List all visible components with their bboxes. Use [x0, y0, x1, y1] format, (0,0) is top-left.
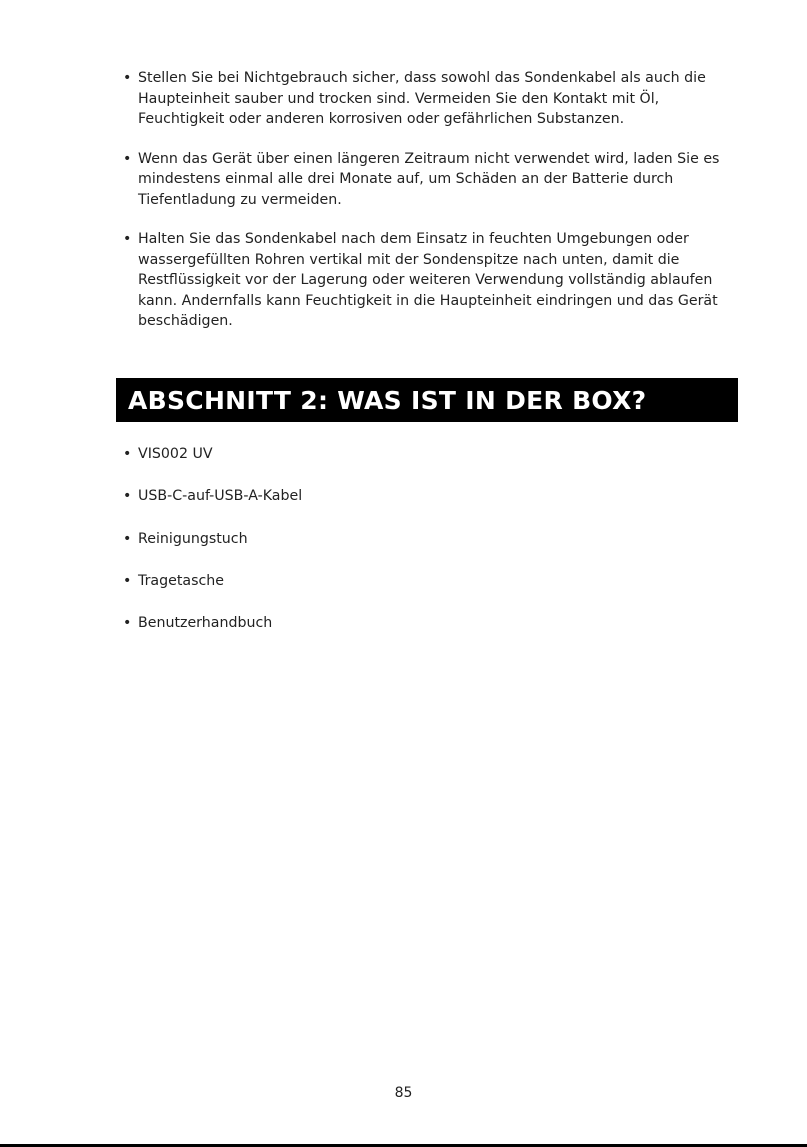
bullet-icon: • — [123, 615, 132, 632]
list-item — [120, 149, 730, 211]
list-item — [120, 571, 302, 613]
bullet-icon: • — [123, 446, 132, 462]
page-number: 85 — [394, 1085, 413, 1101]
box-item-text: USB-C-auf-USB-A-Kabel — [138, 488, 303, 505]
care-note-text: Wenn das Gerät über einen längeren Zeitraum nicht verwendet wird, laden Sie es mindestens einmal alle drei Monate auf, um Schäden an der Batterie durch Tiefentladung zu vermeiden. — [138, 150, 720, 208]
list-item — [120, 444, 302, 486]
list-item — [120, 68, 730, 130]
bullet-icon: • — [123, 530, 132, 547]
section-header — [116, 378, 738, 422]
bullet-icon: • — [123, 488, 132, 505]
list-item — [120, 529, 302, 571]
bullet-icon: • — [123, 70, 132, 86]
section-title: ABSCHNITT 2: WAS IST IN DER BOX? — [128, 385, 647, 415]
list-item — [120, 486, 302, 528]
bullet-icon: • — [123, 572, 132, 589]
bullet-icon: • — [123, 231, 132, 247]
care-notes-list — [120, 68, 730, 351]
box-item-text: VIS002 UV — [138, 446, 213, 462]
bullet-icon: • — [123, 150, 132, 167]
box-item-text: Tragetasche — [138, 572, 225, 589]
box-item-text: Reinigungstuch — [138, 530, 248, 547]
box-contents-list — [120, 444, 302, 655]
list-item — [120, 229, 730, 332]
box-item-text: Benutzerhandbuch — [138, 615, 273, 632]
list-item — [120, 613, 302, 655]
care-note-text: Stellen Sie bei Nichtgebrauch sicher, dass sowohl das Sondenkabel als auch die Haupteinheit sauber und trocken sind. Vermeiden Sie den Kontakt mit Öl, Feuchtigkeit oder anderen korrosiven oder gefährlichen Substanzen. — [138, 70, 706, 127]
care-note-text: Halten Sie das Sondenkabel nach dem Einsatz in feuchten Umgebungen oder wassergefüllten Rohren vertikal mit der Sondenspitze nach unten, damit die Restflüssigkeit vor der Lagerung oder weiteren Verwendung vollständig ablaufen kann. Andernfalls kann Feuchtigkeit in die Haupteinheit eindringen und das Gerät beschädigen. — [138, 231, 718, 329]
